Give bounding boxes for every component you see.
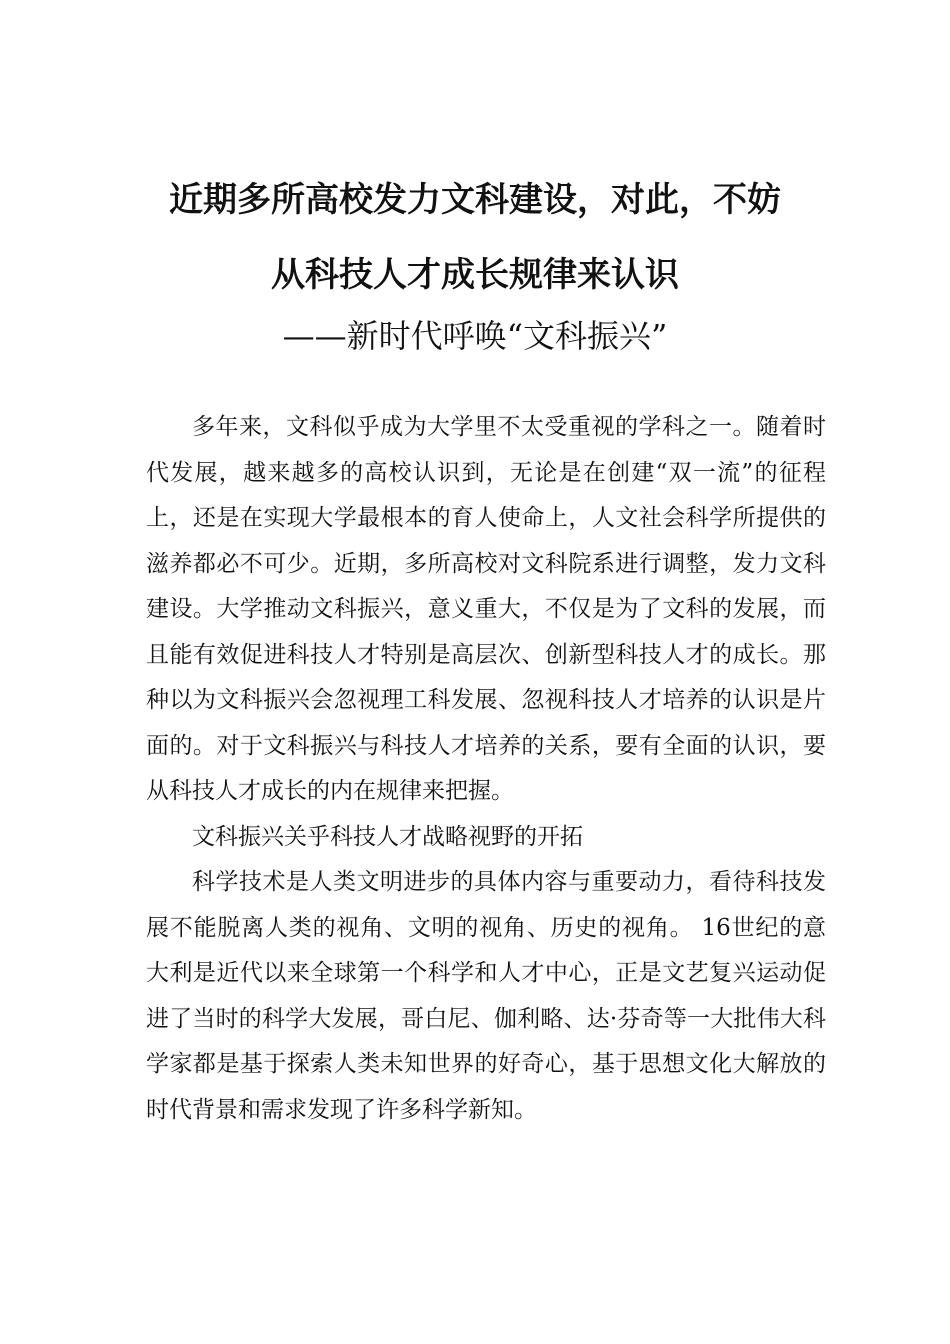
subtitle: ——新时代呼唤“文科振兴” [282, 317, 668, 355]
paragraph-science: 科学技术是人类文明进步的具体内容与重要动力，看待科技发展不能脱离人类的视角、文明的视角、历史的视角。 16世纪的意大利是近代以来全球第一个科学和人才中心，正是文艺复兴运动促进了当时的科学大发展，哥白尼、伽利略、达·芬奇等一大批伟大科学家都是基于探索人类未知世界的好奇心，基于思想文化大解放的时代背景和需求发现了许多科学新知。 [146, 869, 826, 1123]
article-body [146, 405, 826, 1133]
title-line-2: 从科技人才成长规律来认识 [271, 255, 679, 295]
paragraph-intro: 多年来，文科似乎成为大学里不太受重视的学科之一。随着时代发展，越来越多的高校认识到，无论是在创建“双一流”的征程上，还是在实现大学最根本的育人使命上，人文社会科学所提供的滋养都必不可少。近期，多所高校对文科院系进行调整，发力文科建设。大学推动文科振兴，意义重大，不仅是为了文科的发展，而且能有效促进科技人才特别是高层次、创新型科技人才的成长。那种以为文科振兴会忽视理工科发展、忽视科技人才培养的认识是片面的。对于文科振兴与科技人才培养的关系，要有全面的认识，要从科技人才成长的内在规律来把握。 [146, 414, 826, 804]
section-heading: 文科振兴关乎科技人才战略视野的开拓 [192, 823, 583, 850]
title-line-1: 近期多所高校发力文科建设，对此，不妨 [169, 180, 781, 220]
